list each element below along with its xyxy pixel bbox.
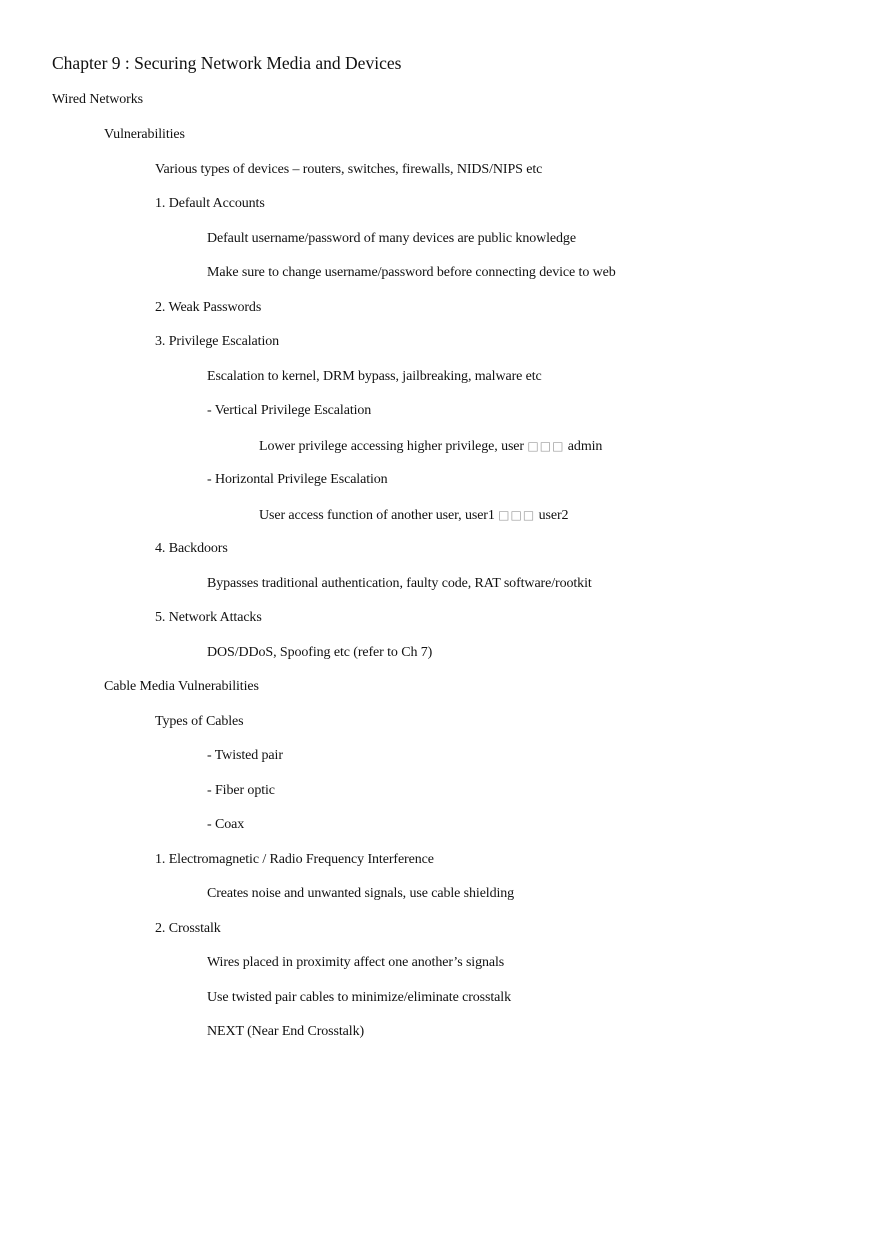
note-vertical-escalation	[259, 437, 602, 456]
cable-type-fiber-optic: - Fiber optic	[207, 783, 275, 798]
note-crosstalk-3: NEXT (Near End Crosstalk)	[207, 1024, 365, 1039]
note-vertical-text-start: Lower privilege accessing higher privilege, user	[259, 439, 528, 454]
item-vertical-escalation: - Vertical Privilege Escalation	[207, 403, 372, 418]
item-crosstalk: 2. Crosstalk	[155, 921, 221, 936]
item-horizontal-escalation: - Horizontal Privilege Escalation	[207, 472, 388, 487]
note-default-accounts-1: Default username/password of many devices are public knowledge	[207, 231, 576, 246]
item-default-accounts: 1. Default Accounts	[155, 196, 265, 211]
item-weak-passwords: 2. Weak Passwords	[155, 300, 262, 315]
subheading-cable-media: Cable Media Vulnerabilities	[104, 679, 259, 694]
note-horizontal-text-end: user2	[535, 508, 569, 523]
page-title: Chapter 9 : Securing Network Media and Devices	[52, 53, 402, 73]
note-privilege-escalation: Escalation to kernel, DRM bypass, jailbreaking, malware etc	[207, 369, 542, 384]
missing-glyph-icon: □□□	[527, 439, 565, 453]
missing-glyph-icon: □□□	[498, 508, 536, 522]
cable-type-twisted-pair: - Twisted pair	[207, 748, 283, 763]
section-heading-wired-networks: Wired Networks	[52, 92, 143, 107]
item-backdoors: 4. Backdoors	[155, 541, 228, 556]
note-horizontal-text-start: User access function of another user, user1	[259, 508, 499, 523]
item-cable-types: Types of Cables	[155, 714, 244, 729]
note-emi-rfi: Creates noise and unwanted signals, use cable shielding	[207, 886, 515, 901]
note-crosstalk-2: Use twisted pair cables to minimize/eliminate crosstalk	[207, 990, 511, 1005]
note-vertical-text-end: admin	[564, 439, 603, 454]
subheading-vulnerabilities: Vulnerabilities	[104, 127, 185, 142]
item-emi-rfi: 1. Electromagnetic / Radio Frequency Interference	[155, 852, 434, 867]
note-backdoors: Bypasses traditional authentication, faulty code, RAT software/rootkit	[207, 576, 592, 591]
item-network-attacks: 5. Network Attacks	[155, 610, 262, 625]
note-horizontal-escalation	[259, 506, 568, 525]
note-crosstalk-1: Wires placed in proximity affect one another’s signals	[207, 955, 505, 970]
item-privilege-escalation: 3. Privilege Escalation	[155, 334, 280, 349]
text-device-types: Various types of devices – routers, switches, firewalls, NIDS/NIPS etc	[155, 162, 543, 177]
note-network-attacks: DOS/DDoS, Spoofing etc (refer to Ch 7)	[207, 645, 433, 660]
cable-type-coax: - Coax	[207, 817, 245, 832]
note-default-accounts-2: Make sure to change username/password before connecting device to web	[207, 265, 616, 280]
